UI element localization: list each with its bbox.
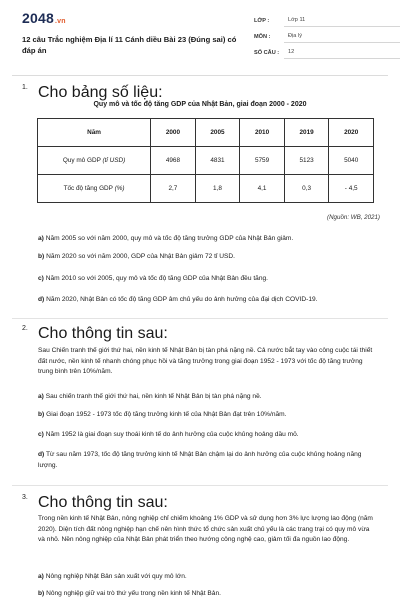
- table-cell: - 4,5: [329, 175, 374, 203]
- question-prompt: Cho thông tin sau:: [38, 325, 168, 342]
- meta-value: Địa lý: [284, 30, 400, 43]
- table-cell: 4968: [151, 147, 196, 175]
- option-label: a): [38, 573, 44, 580]
- table-cell: 0,3: [284, 175, 329, 203]
- table-header-cell: 2010: [240, 119, 285, 147]
- option-text: Nông nghiệp giữ vai trò thứ yếu trong nền kinh tế Nhật Bản.: [46, 590, 221, 597]
- table-cell: 4831: [195, 147, 240, 175]
- gdp-data-table: [37, 118, 374, 203]
- meta-key: SỐ CÂU :: [254, 49, 280, 56]
- option-label: b): [38, 411, 45, 418]
- table-cell: 5759: [240, 147, 285, 175]
- option-label: d): [38, 451, 45, 458]
- logo-text: 2048: [22, 10, 54, 26]
- table-title: Quy mô và tốc độ tăng GDP của Nhật Bản, giai đoạn 2000 - 2020: [93, 101, 307, 108]
- meta-subject-row: [254, 30, 400, 43]
- table-row: [38, 175, 374, 203]
- option-text: Giai đoạn 1952 - 1973 tốc độ tăng trưởng kinh tế của Nhật Bản đạt trên 10%/năm.: [46, 411, 287, 418]
- answer-option[interactable]: [38, 589, 378, 600]
- table-header-cell: 2000: [151, 119, 196, 147]
- table-header-cell: 2019: [284, 119, 329, 147]
- meta-value: 12: [284, 46, 400, 59]
- meta-key: MÔN :: [254, 33, 271, 40]
- option-label: b): [38, 253, 45, 260]
- question-number: 1.: [22, 84, 28, 91]
- question-divider: [12, 318, 388, 319]
- option-text: Từ sau năm 1973, tốc độ tăng trưởng kinh tế Nhật Bản chậm lại do ảnh hưởng của cuộc khủng hoảng năng lượng.: [38, 451, 362, 469]
- meta-class-row: [254, 14, 400, 27]
- option-label: d): [38, 296, 45, 303]
- row-label-text: Quy mô GDP: [62, 157, 103, 164]
- table-row-label: [38, 175, 151, 203]
- question-divider: [12, 485, 388, 486]
- question-passage: Trong nền kinh tế Nhật Bản, nông nghiệp chỉ chiếm khoảng 1% GDP và sử dụng hơn 3% lực lượng lao động (năm 2020). Diện tích đất nông nghiệp hạn chế nên hình thức tổ chức sản xuất chủ yếu là các trang trại có quy mô vừa và nhỏ. Nền nông nghiệp của Nhật Bản phát triển theo hướng công nghệ cao, giảm tối đa nguồn lao động.: [38, 515, 373, 543]
- option-label: a): [38, 235, 44, 242]
- option-text: Năm 1952 là giai đoạn suy thoái kinh tế do ảnh hưởng của cuộc khủng hoảng dầu mỏ.: [45, 431, 299, 438]
- document-title: 12 câu Trắc nghiệm Địa lí 11 Cánh diều Bài 23 (Đúng sai) có đáp án: [22, 35, 237, 55]
- option-text: Năm 2020, Nhật Bản có tốc độ tăng GDP âm chủ yếu do ảnh hưởng của đại dịch COVID-19.: [46, 296, 318, 303]
- table-header-row: [38, 119, 374, 147]
- answer-option[interactable]: [38, 572, 378, 583]
- answer-option[interactable]: [38, 234, 378, 245]
- table-row: [38, 147, 374, 175]
- question-prompt: Cho thông tin sau:: [38, 494, 168, 511]
- table-cell: 5123: [284, 147, 329, 175]
- option-label: c): [38, 275, 44, 282]
- table-cell: 5040: [329, 147, 374, 175]
- answer-option[interactable]: [38, 430, 378, 441]
- answer-option[interactable]: [38, 252, 378, 263]
- table-header-cell: Năm: [38, 119, 151, 147]
- meta-value: Lớp 11: [284, 14, 400, 27]
- option-text: Năm 2020 so với năm 2000, GDP của Nhật Bản giảm 72 tỉ USD.: [46, 253, 235, 260]
- header-divider: [12, 75, 388, 76]
- option-label: a): [38, 393, 44, 400]
- option-text: Sau chiến tranh thế giới thứ hai, nền kinh tế Nhật Bản bị tàn phá nặng nề.: [45, 393, 262, 400]
- row-label-text: Tốc độ tăng GDP: [63, 185, 115, 192]
- option-text: Năm 2005 so với năm 2000, quy mô và tốc độ tăng trưởng GDP của Nhật Bản giảm.: [45, 235, 294, 242]
- answer-option[interactable]: [38, 274, 378, 285]
- site-logo[interactable]: [22, 10, 66, 26]
- option-label: b): [38, 590, 45, 597]
- logo-suffix: .vn: [54, 18, 66, 25]
- answer-option[interactable]: [38, 295, 378, 306]
- meta-key: LỚP :: [254, 17, 270, 24]
- option-label: c): [38, 431, 44, 438]
- answer-option[interactable]: [38, 450, 378, 471]
- question-number: 3.: [22, 494, 28, 501]
- page-header: [0, 0, 400, 74]
- table-row-label: [38, 147, 151, 175]
- row-label-unit: (tỉ USD): [102, 157, 126, 164]
- table-cell: 2,7: [151, 175, 196, 203]
- option-text: Năm 2010 so với 2005, quy mô và tốc độ tăng GDP của Nhật Bản đều tăng.: [45, 275, 269, 282]
- answer-option[interactable]: [38, 392, 378, 403]
- table-cell: 1,8: [195, 175, 240, 203]
- option-text: Nông nghiệp Nhật Bản sản xuất với quy mô lớn.: [45, 573, 187, 580]
- table-source: (Nguồn: WB, 2021): [327, 214, 380, 221]
- question-number: 2.: [22, 325, 28, 332]
- table-cell: 4,1: [240, 175, 285, 203]
- question-passage: Sau Chiến tranh thế giới thứ hai, nền kinh tế Nhật Bản bị tàn phá nặng nề. Cả nước bắt tay vào công cuộc tái thiết đất nước, nền kinh tế nhanh chóng phục hồi và tăng trưởng trong giai đoạn 1952 - 1973 với tốc độ tăng trưởng trung bình trên 10%/năm.: [38, 347, 373, 375]
- answer-option[interactable]: [38, 410, 378, 421]
- meta-count-row: [254, 46, 400, 59]
- table-header-cell: 2020: [329, 119, 374, 147]
- table-header-cell: 2005: [195, 119, 240, 147]
- question-prompt: Cho bảng số liệu:: [38, 84, 163, 101]
- row-label-unit: (%): [114, 185, 125, 192]
